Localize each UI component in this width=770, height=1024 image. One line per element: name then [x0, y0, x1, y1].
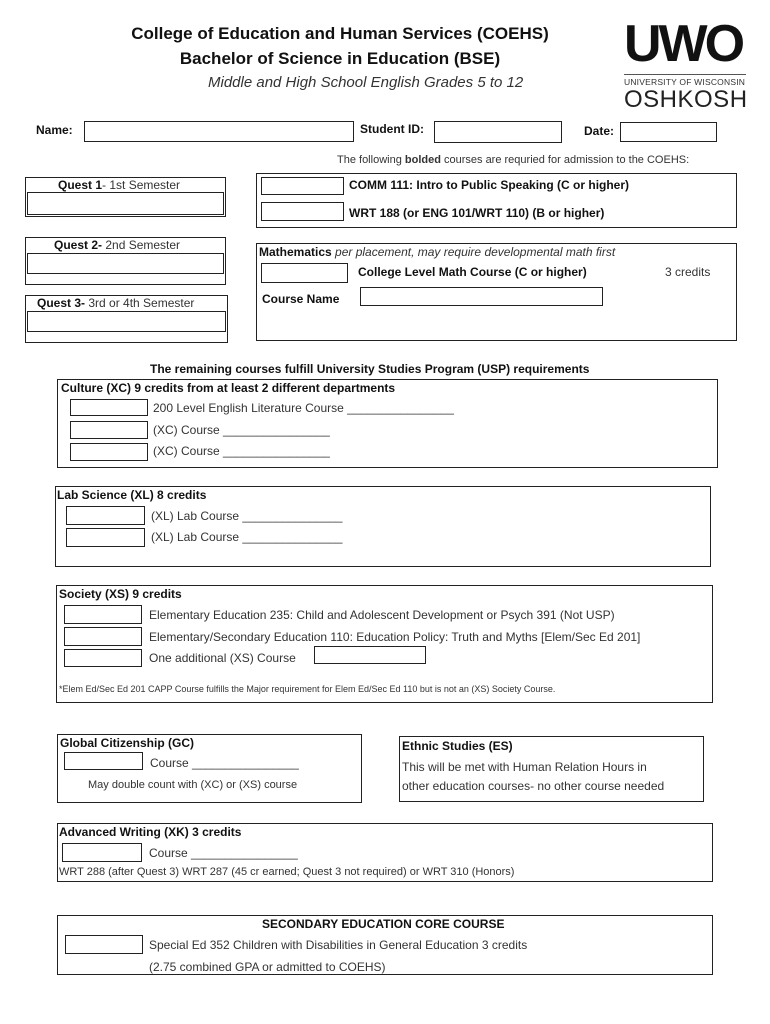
lab-item-2: (XL) Lab Course _______________ [151, 530, 343, 544]
comm-field[interactable] [261, 177, 344, 195]
name-label: Name: [36, 123, 73, 137]
lab-field-2[interactable] [66, 528, 145, 547]
advanced-writing-title: Advanced Writing (XK) 3 credits [59, 825, 242, 839]
culture-item-1: 200 Level English Literature Course ________________ [153, 401, 454, 415]
culture-item-2: (XC) Course ________________ [153, 423, 330, 437]
aw-note: WRT 288 (after Quest 3) WRT 287 (45 cr earned; Quest 3 not required) or WRT 310 (Honors) [59, 866, 515, 878]
student-id-label: Student ID: [360, 122, 424, 136]
ethnic-studies-line-2: other education courses- no other course needed [402, 779, 665, 793]
core-course-field[interactable] [65, 935, 143, 954]
aw-course: Course ________________ [149, 846, 298, 860]
course-name-label: Course Name [262, 292, 340, 306]
society-note: *Elem Ed/Sec Ed 201 CAPP Course fulfills the Major requirement for Elem Ed/Sec Ed 110 but is not an (XS) Society Course. [59, 684, 556, 694]
quest-3-field[interactable] [27, 311, 226, 332]
wrt-course: WRT 188 (or ENG 101/WRT 110) (B or higher) [349, 206, 605, 220]
society-field-1[interactable] [64, 605, 142, 624]
logo-campus: OSHKOSH [624, 86, 748, 113]
wrt-field[interactable] [261, 202, 344, 221]
math-course: College Level Math Course (C or higher) [358, 265, 587, 279]
society-item-3: One additional (XS) Course [149, 651, 296, 665]
title-line-1: College of Education and Human Services (COEHS) [131, 24, 549, 43]
date-label: Date: [584, 124, 615, 138]
global-citizenship-title: Global Citizenship (GC) [60, 736, 194, 750]
program-subtitle: Middle and High School English Grades 5 to 12 [208, 74, 524, 91]
quest-2-label: Quest 2- 2nd Semester [54, 238, 181, 252]
society-field-2[interactable] [64, 627, 142, 646]
culture-item-3: (XC) Course ________________ [153, 444, 330, 458]
math-credits: 3 credits [665, 265, 711, 279]
core-course-line-1: Special Ed 352 Children with Disabilities in General Education 3 credits [149, 938, 528, 952]
aw-field[interactable] [62, 843, 142, 862]
logo-university: UNIVERSITY OF WISCONSIN [624, 77, 746, 87]
lab-science-title: Lab Science (XL) 8 credits [57, 488, 207, 502]
name-field[interactable] [84, 121, 354, 142]
admission-intro: The following bolded courses are requried for admission to the COEHS: [337, 154, 690, 166]
gc-course: Course ________________ [150, 756, 299, 770]
culture-field-2[interactable] [70, 421, 148, 439]
math-field[interactable] [261, 263, 348, 283]
culture-field-3[interactable] [70, 443, 148, 461]
usp-heading: The remaining courses fulfill University Studies Program (USP) requirements [150, 362, 590, 376]
society-item-2: Elementary/Secondary Education 110: Education Policy: Truth and Myths [Elem/Sec Ed 201] [149, 630, 641, 644]
core-course-title: SECONDARY EDUCATION CORE COURSE [262, 917, 505, 931]
lab-field-1[interactable] [66, 506, 145, 525]
ethnic-studies-title: Ethnic Studies (ES) [402, 739, 513, 753]
ethnic-studies-line-1: This will be met with Human Relation Hours in [402, 760, 647, 774]
quest-1-field[interactable] [27, 192, 224, 215]
society-additional-course-field[interactable] [314, 646, 426, 664]
date-field[interactable] [620, 122, 717, 142]
quest-2-field[interactable] [27, 253, 224, 274]
quest-1-label: Quest 1- 1st Semester [58, 178, 181, 192]
logo-wordmark: UWO [624, 15, 743, 73]
title-line-2: Bachelor of Science in Education (BSE) [179, 49, 501, 68]
culture-field-1[interactable] [70, 399, 148, 416]
society-title: Society (XS) 9 credits [59, 587, 182, 601]
gc-note: May double count with (XC) or (XS) course [88, 779, 298, 791]
math-heading: Mathematics per placement, may require developmental math first [259, 245, 616, 259]
quest-3-label: Quest 3- 3rd or 4th Semester [37, 296, 195, 310]
society-item-1: Elementary Education 235: Child and Adolescent Development or Psych 391 (Not USP) [149, 608, 615, 622]
course-name-field[interactable] [360, 287, 603, 306]
society-field-3[interactable] [64, 649, 142, 667]
gc-field[interactable] [64, 752, 143, 770]
comm-course: COMM 111: Intro to Public Speaking (C or higher) [349, 178, 630, 192]
core-course-line-2: (2.75 combined GPA or admitted to COEHS) [149, 960, 386, 974]
student-id-field[interactable] [434, 121, 562, 143]
culture-title: Culture (XC) 9 credits from at least 2 different departments [61, 381, 396, 395]
lab-item-1: (XL) Lab Course _______________ [151, 509, 343, 523]
uwo-logo [624, 15, 748, 120]
